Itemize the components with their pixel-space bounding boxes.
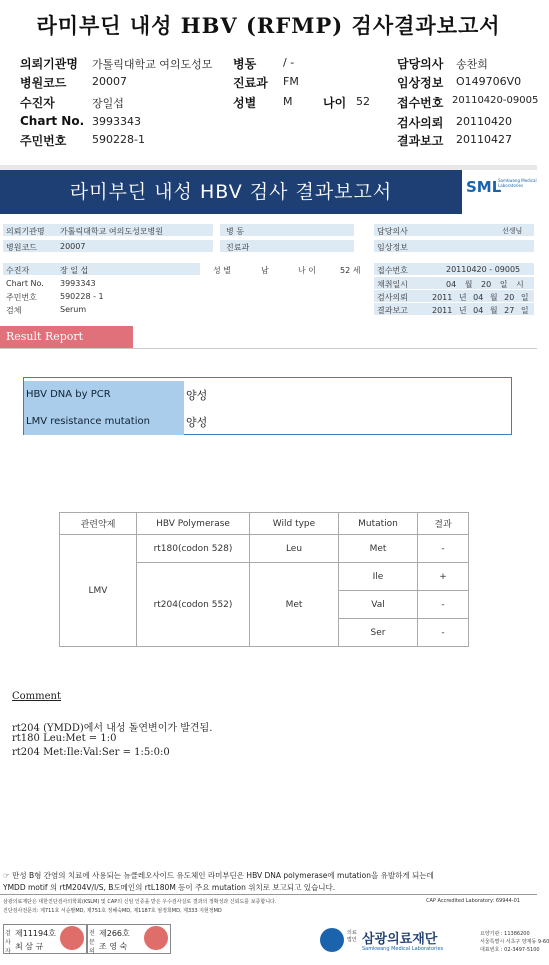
foundation-small-label: 의료법인 [347, 930, 357, 943]
patient-value: 장일섭 [92, 97, 124, 110]
drug-cell: LMV [60, 535, 137, 647]
result-label-lmv: LMV resistance mutation [24, 408, 184, 435]
foundation-name-en: Samkwang Medical Laboratories [362, 946, 444, 952]
ward-value: / - [283, 56, 295, 69]
mutation-cell: Met [339, 535, 418, 563]
dept-label: 진료과 [233, 76, 268, 90]
sex-label: 성별 [233, 96, 257, 110]
report-patient-label: 수진자 [6, 266, 30, 275]
report-age-label: 나 이 [298, 266, 316, 275]
age-value: 52 [356, 95, 370, 108]
rrn-label: 주민번호 [20, 134, 67, 148]
clinical-label: 임상정보 [397, 76, 444, 90]
comment-title: Comment [12, 691, 62, 702]
result-cell: - [418, 619, 469, 647]
sex-value: M [283, 95, 293, 108]
report-doctor-value: 선생님 [502, 227, 523, 235]
result-divider [0, 348, 537, 349]
receipt-value: 20110420-09005 [452, 95, 539, 106]
hospital-code-value: 20007 [92, 75, 127, 88]
result-label-dna: HBV DNA by PCR [24, 381, 184, 408]
patient-label: 수진자 [20, 96, 55, 110]
clinical-value: O149706V0 [456, 75, 522, 88]
comment-line: rt180 Leu:Met = 1:0 [12, 733, 117, 744]
mutation-table [59, 512, 469, 647]
report-hospital-code-label: 병원코드 [6, 243, 37, 252]
footnote-line: ☞ 만성 B형 간염의 치료에 사용되는 뉴클레오사이드 유도체인 라미부딘은 HBV DNA polymerase에 mutation을 유발하게 되는데 [3, 871, 434, 880]
table-row [60, 535, 469, 563]
address-line: 요양기관 : 11386200 [480, 931, 530, 937]
result-value-dna: 양성 [186, 389, 208, 402]
report-patient-value: 장 일 섭 [60, 266, 89, 275]
report-clinical-label: 임상정보 [377, 243, 408, 252]
signature-label: 검사자 [5, 930, 11, 955]
rrn-value: 590228-1 [92, 133, 145, 146]
report-date-label: 결과보고 [397, 134, 444, 148]
page-title: 라미부딘 내성 HBV (RFMP) 검사결과보고서 [36, 13, 501, 38]
mutation-cell: Val [339, 591, 418, 619]
report-collect-value: 04 월 20 일 시 [446, 280, 524, 289]
wild-cell: Leu [250, 535, 339, 563]
report-date-value: 20110427 [456, 133, 512, 146]
receipt-label: 접수번호 [397, 96, 444, 110]
seal-stamp [144, 926, 168, 950]
report-rrn-label: 주민번호 [6, 293, 37, 302]
mutation-cell: Ser [339, 619, 418, 647]
table-header-row [60, 513, 469, 535]
report-hospital-code-value: 20007 [60, 242, 86, 251]
institution-value: 가톨릭대학교 여의도성모 [92, 58, 213, 71]
report-title: 라미부딘 내성 HBV 검사 결과보고서 [69, 181, 393, 203]
report-date-value-2: 2011 년 04 월 27 일 [432, 306, 529, 315]
footnote-line: YMDD motif 의 rtM204V/I/S, B도메인의 rtL180M 등이 주요 mutation 위치로 보고되고 있습니다. [3, 883, 336, 892]
signature-number: 제266호 [99, 929, 130, 938]
signature-name: 최 삼 규 [15, 942, 44, 951]
report-request-value: 2011 년 04 월 20 일 [432, 293, 529, 302]
report-institution-label: 의뢰기관명 [6, 227, 45, 236]
chart-label: Chart No. [20, 114, 85, 128]
comment-line: rt204 Met:Ile:Val:Ser = 1:5:0:0 [12, 747, 170, 758]
specialists-text: 진단검사전문의: 제711호 서순팔MD, 제751호 정혜숙MD, 제1187호 엄정희MD, 제333 지현정MD [3, 908, 222, 914]
col-header-polymerase: HBV Polymerase [137, 513, 250, 535]
report-sex-label: 성 별 [213, 266, 231, 275]
result-value-lmv: 양성 [186, 416, 208, 429]
sml-logo: SML [466, 178, 502, 196]
dept-value: FM [283, 75, 299, 88]
report-ward-label: 병 동 [226, 227, 244, 236]
col-header-drug: 관련약제 [60, 513, 137, 535]
request-value: 20110420 [456, 115, 512, 128]
request-label: 검사의뢰 [397, 116, 444, 130]
report-collect-label: 채취일시 [377, 280, 408, 289]
foundation-name: 삼광의료재단 [362, 932, 438, 947]
report-request-label: 검사의뢰 [377, 293, 408, 302]
ward-label: 병동 [233, 57, 257, 71]
col-header-mutation: Mutation [339, 513, 418, 535]
cert-text: 삼광의료재단은 대한진단검사의학회(KSLM) 및 CAP의 신임 인증을 받은 우수검사실로 결과의 정확성과 신뢰도를 보증합니다. [3, 899, 277, 905]
report-chart-value: 3993343 [60, 279, 96, 288]
report-institution-value: 가톨릭대학교 여의도성모병원 [60, 227, 164, 236]
report-receipt-value: 20110420 - 09005 [446, 265, 521, 274]
address-line: 대표번호 : 02-3497-5100 [480, 947, 540, 953]
report-receipt-label: 접수번호 [377, 266, 408, 275]
signature-number: 제11194호 [15, 929, 56, 938]
signature-label: 전문의 [89, 930, 95, 955]
address-line: 서울특별시 서초구 양재동 9-60 [480, 939, 549, 945]
result-report-tab: Result Report [0, 326, 133, 348]
doctor-label: 담당의사 [397, 57, 444, 71]
report-rrn-value: 590228 - 1 [60, 292, 104, 301]
cap-text: CAP Accredited Laboratory: 69944-01 [426, 898, 520, 904]
report-dept-label: 진료과 [226, 243, 250, 252]
col-header-wild: Wild type [250, 513, 339, 535]
report-age-value: 52 세 [340, 266, 361, 275]
result-cell: - [418, 591, 469, 619]
sml-logo-subtitle: Samkwang Medical Laboratories [498, 178, 537, 188]
foundation-logo-icon [320, 928, 344, 952]
wild-cell: Met [250, 563, 339, 647]
age-label: 나이 [323, 96, 347, 110]
seal-stamp [60, 926, 84, 950]
report-date-label-2: 결과보고 [377, 306, 408, 315]
report-doctor-label: 담당의사 [377, 227, 408, 236]
info-band [3, 263, 200, 275]
footer-divider [0, 894, 537, 895]
report-chart-label: Chart No. [6, 279, 44, 288]
polymerase-cell: rt204(codon 552) [137, 563, 250, 647]
mutation-cell: Ile [339, 563, 418, 591]
report-specimen-value: Serum [60, 305, 87, 314]
report-specimen-label: 검체 [6, 306, 22, 315]
polymerase-cell: rt180(codon 528) [137, 535, 250, 563]
chart-value: 3993343 [92, 115, 141, 128]
doctor-value: 송찬희 [456, 58, 488, 71]
comment-line: rt204 (YMDD)에서 내성 돌연변이가 발견됨. [12, 723, 213, 734]
report-sex-value: 남 [261, 266, 269, 275]
signature-name: 조 영 숙 [99, 942, 128, 951]
result-cell: + [418, 563, 469, 591]
hospital-code-label: 병원코드 [20, 76, 67, 90]
col-header-result: 결과 [418, 513, 469, 535]
result-cell: - [418, 535, 469, 563]
institution-label: 의뢰기관명 [20, 57, 78, 71]
